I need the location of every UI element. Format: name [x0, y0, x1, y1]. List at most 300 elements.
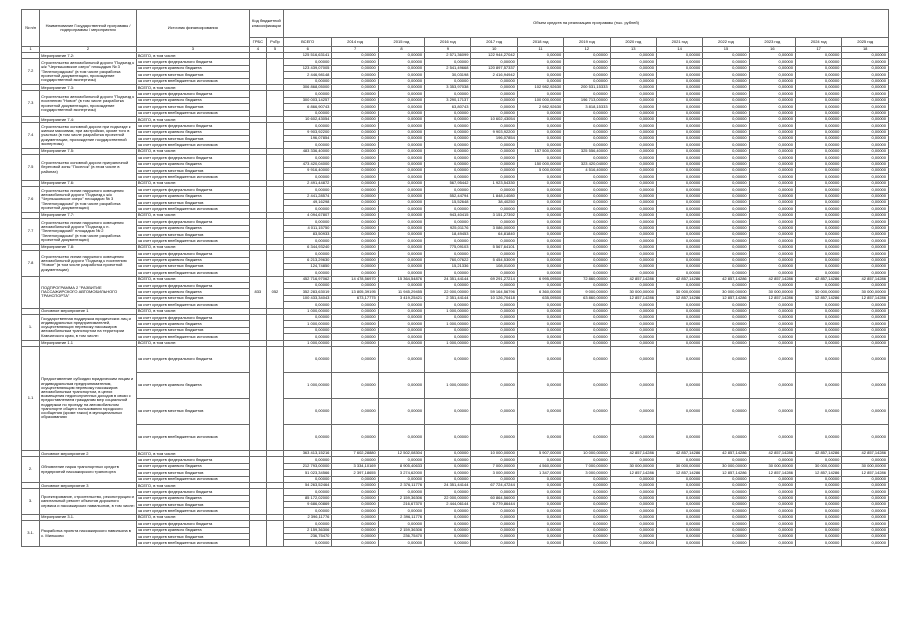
value-cell: 0,00000 [610, 540, 656, 546]
value-cell: 0,00000 [517, 59, 563, 65]
value-cell: 0,00000 [796, 263, 842, 269]
value-cell: 0,00000 [656, 302, 702, 308]
value-cell: 0,00000 [656, 334, 702, 340]
value-cell: 0,00000 [471, 174, 517, 180]
value-cell: 15,21336 [425, 263, 471, 269]
value-cell: 0,00000 [703, 482, 749, 488]
header-year: 2025 год [842, 38, 889, 47]
value-cell: 5 907,00000 [517, 450, 563, 456]
value-cell: 0,00000 [610, 489, 656, 495]
value-cell: 0,00000 [517, 534, 563, 540]
value-cell: 0,00000 [703, 53, 749, 59]
value-cell: 0,00000 [842, 302, 889, 308]
value-cell: 0,00000 [796, 527, 842, 533]
value-cell: 0,00000 [332, 302, 378, 308]
source-label: ВСЕГО, в том числе: [136, 53, 249, 59]
value-cell: 0,00000 [284, 334, 332, 340]
value-cell: 72 860,00000 [564, 276, 610, 282]
measure-name: Мероприятие 7.8: [40, 244, 137, 250]
value-cell: 0,00000 [564, 110, 610, 116]
value-cell: 0,00000 [842, 199, 889, 205]
value-cell: 42 857,14286 [796, 276, 842, 282]
value-cell: 0,00000 [378, 168, 424, 174]
value-cell: 0,00000 [656, 283, 702, 289]
value-cell: 0,00000 [842, 168, 889, 174]
value-cell: 0,00000 [656, 212, 702, 218]
value-cell: 0,00000 [610, 110, 656, 116]
source-label: за счет средств краевого бюджета [136, 289, 249, 295]
value-cell: 0,00000 [425, 476, 471, 482]
value-cell: 11 945,29455 [378, 289, 424, 295]
value-cell: 0,00000 [796, 251, 842, 257]
value-cell: 0,00000 [471, 476, 517, 482]
value-cell: 0,00000 [610, 65, 656, 71]
value-cell: 0,00000 [842, 251, 889, 257]
value-cell: 0,00000 [517, 527, 563, 533]
value-cell: 24 351,44144 [425, 482, 471, 488]
value-cell: 0,00000 [378, 283, 424, 289]
source-label: за счет средств федерального бюджета [136, 315, 249, 321]
value-cell: 0,00000 [425, 270, 471, 276]
value-cell: 12 857,14286 [703, 470, 749, 476]
value-cell: 0,00000 [471, 123, 517, 129]
value-cell: 4 011,15750 [284, 225, 332, 231]
value-cell: 0,00000 [471, 540, 517, 546]
source-label: ВСЕГО, в том числе: [136, 340, 249, 346]
value-cell: 0,00000 [517, 495, 563, 501]
header-year: 2019 год [564, 38, 610, 47]
rzpr-cell [266, 187, 283, 213]
value-cell: 0,00000 [378, 193, 424, 199]
rzpr-cell [266, 91, 283, 117]
column-number: 9 [425, 47, 471, 53]
value-cell: 2 376,11776 [378, 482, 424, 488]
value-cell: 0,00000 [284, 155, 332, 161]
value-cell: 0,00000 [796, 219, 842, 225]
value-cell: 0,00000 [425, 521, 471, 527]
value-cell: 0,00000 [749, 78, 795, 84]
column-number: 17 [796, 47, 842, 53]
value-cell: 0,00000 [378, 78, 424, 84]
value-cell: 0,00000 [656, 136, 702, 142]
value-cell: 6 779,86444 [471, 502, 517, 508]
value-cell: 0,00000 [284, 78, 332, 84]
value-cell: 0,00000 [517, 251, 563, 257]
value-cell: 0,00000 [378, 340, 424, 346]
measure-name: Разработка проекта пассажирского павильона в с. Мильково [40, 521, 137, 547]
value-cell: 0,00000 [796, 540, 842, 546]
value-cell: 0,00000 [842, 225, 889, 231]
value-cell: 0,00000 [378, 212, 424, 218]
value-cell: 0,00000 [703, 65, 749, 71]
value-cell: 0,00000 [842, 346, 889, 372]
value-cell: 0,00000 [749, 302, 795, 308]
value-cell: 0,00000 [284, 123, 332, 129]
value-cell: 0,00000 [656, 84, 702, 90]
measure-name: Мероприятие 7.2: [40, 53, 137, 59]
value-cell: 12 857,14286 [656, 295, 702, 301]
value-cell: 635,09500 [517, 295, 563, 301]
source-label: за счет средств местных бюджетов [136, 231, 249, 237]
rzpr-cell [266, 155, 283, 181]
value-cell: 0,00000 [517, 263, 563, 269]
value-cell: 59 164,56796 [471, 289, 517, 295]
measure-name: Строительство линии наружного освещения автомобильной дороги "Подъезд к п. "Зеленоградский" площадью № 2 "Зеленоградская" (в том числе разработка проектной документации) [40, 219, 137, 245]
value-cell: 0,00000 [564, 129, 610, 135]
value-cell: 0,00000 [564, 193, 610, 199]
value-cell: 0,00000 [796, 59, 842, 65]
value-cell: 0,00000 [842, 508, 889, 514]
value-cell: 6 344,93240 [284, 244, 332, 250]
value-cell: 0,00000 [703, 155, 749, 161]
value-cell: 0,00000 [425, 398, 471, 424]
value-cell: 0,00000 [471, 148, 517, 154]
value-cell: 15 364,54876 [378, 276, 424, 282]
value-cell: 0,00000 [796, 123, 842, 129]
value-cell: 0,00000 [564, 346, 610, 372]
value-cell: 0,00000 [284, 238, 332, 244]
value-cell: 0,00000 [564, 283, 610, 289]
value-cell: 2 541,49668 [425, 65, 471, 71]
value-cell: 0,00000 [517, 398, 563, 424]
value-cell: 0,00000 [703, 123, 749, 129]
value-cell: 0,00000 [284, 59, 332, 65]
value-cell: 0,00000 [842, 123, 889, 129]
value-cell: 0,00000 [517, 225, 563, 231]
value-cell: 0,00000 [517, 244, 563, 250]
value-cell: 0,00000 [610, 161, 656, 167]
value-cell: 0,00000 [425, 161, 471, 167]
value-cell: 0,00000 [656, 129, 702, 135]
value-cell: 0,00000 [749, 315, 795, 321]
measure-name: Мероприятие 7.6: [40, 180, 137, 186]
value-cell: 0,00000 [796, 225, 842, 231]
value-cell: 0,00000 [796, 257, 842, 263]
column-number: 12 [564, 47, 610, 53]
subprogram-name: ПОДПРОГРАММА 2 "РАЗВИТИЕ ПАССАЖИРСКОГО АВТОМОБИЛЬНОГО ТРАНСПОРТА" [40, 276, 137, 308]
value-cell: 0,00000 [749, 116, 795, 122]
value-cell: 3 000,00000 [564, 470, 610, 476]
value-cell: 12 857,14286 [842, 470, 889, 476]
value-cell: 0,00000 [284, 110, 332, 116]
value-cell: 100 433,34043 [284, 295, 332, 301]
value-cell: 0,00000 [332, 187, 378, 193]
value-cell: 0,00000 [703, 180, 749, 186]
value-cell: 0,00000 [842, 174, 889, 180]
value-cell: 0,00000 [332, 225, 378, 231]
rzpr-cell [266, 489, 283, 515]
source-label: за счет средств федерального бюджета [136, 346, 249, 372]
value-cell: 30 000,00000 [610, 463, 656, 469]
source-label: за счет средств федерального бюджета [136, 457, 249, 463]
value-cell: 0,00000 [332, 97, 378, 103]
value-cell: 0,00000 [842, 495, 889, 501]
value-cell: 0,00000 [378, 308, 424, 314]
column-number: 11 [517, 47, 563, 53]
row-index [22, 276, 40, 308]
value-cell: 0,00000 [703, 136, 749, 142]
value-cell: 0,00000 [749, 476, 795, 482]
value-cell: 124,74850 [284, 263, 332, 269]
value-cell: 0,00000 [656, 91, 702, 97]
value-cell: 120 897,57337 [471, 65, 517, 71]
value-cell: 0,00000 [796, 508, 842, 514]
value-cell: 0,00000 [517, 174, 563, 180]
value-cell: 0,00000 [656, 110, 702, 116]
value-cell: 0,00000 [749, 238, 795, 244]
value-cell: 0,00000 [796, 142, 842, 148]
value-cell: 4 516,40000 [564, 168, 610, 174]
value-cell: 0,00000 [796, 174, 842, 180]
value-cell: 0,00000 [749, 59, 795, 65]
value-cell: 0,00000 [842, 540, 889, 546]
value-cell: 2 441,28574 [284, 193, 332, 199]
value-cell: 0,00000 [564, 231, 610, 237]
value-cell: 30 000,00000 [842, 463, 889, 469]
value-cell: 0,00000 [656, 346, 702, 372]
value-cell: 0,00000 [564, 251, 610, 257]
source-label: за счет средств местных бюджетов [136, 398, 249, 424]
value-cell: 7 602,28880 [332, 450, 378, 456]
value-cell: 0,00000 [425, 238, 471, 244]
value-cell: 0,00000 [564, 534, 610, 540]
value-cell: 0,00000 [284, 476, 332, 482]
source-label: за счет средств внебюджетных источников [136, 476, 249, 482]
value-cell: 0,00000 [656, 231, 702, 237]
rzpr-cell [266, 457, 283, 483]
value-cell: 0,00000 [284, 270, 332, 276]
value-cell: 0,00000 [749, 104, 795, 110]
value-cell: 0,00000 [656, 187, 702, 193]
value-cell: 0,00000 [842, 424, 889, 450]
value-cell: 0,00000 [610, 508, 656, 514]
source-label: за счет средств внебюджетных источников [136, 142, 249, 148]
value-cell: 0,00000 [796, 244, 842, 250]
value-cell: 0,00000 [517, 129, 563, 135]
row-index: 1. [22, 315, 40, 341]
value-cell: 0,00000 [378, 321, 424, 327]
value-cell: 0,00000 [425, 470, 471, 476]
value-cell: 0,00000 [796, 521, 842, 527]
value-cell: 0,00000 [284, 142, 332, 148]
value-cell: 0,00000 [703, 514, 749, 520]
value-cell: 552,44794 [425, 193, 471, 199]
value-cell: 0,00000 [517, 123, 563, 129]
value-cell: 0,00000 [749, 334, 795, 340]
value-cell: 1 000,00000 [425, 308, 471, 314]
source-label: за счет средств краевого бюджета [136, 527, 249, 533]
value-cell: 0,00000 [610, 257, 656, 263]
value-cell: 0,00000 [842, 514, 889, 520]
value-cell: 0,00000 [703, 72, 749, 78]
value-cell: 0,00000 [703, 116, 749, 122]
value-cell: 0,00000 [425, 534, 471, 540]
value-cell: 10 000,00000 [564, 450, 610, 456]
value-cell: 567,95442 [425, 180, 471, 186]
value-cell: 0,00000 [471, 398, 517, 424]
value-cell: 0,00000 [610, 142, 656, 148]
header-year: 2022 год [703, 38, 749, 47]
value-cell: 0,00000 [610, 129, 656, 135]
value-cell: 0,00000 [378, 302, 424, 308]
value-cell: 0,00000 [471, 104, 517, 110]
value-cell: 0,00000 [378, 199, 424, 205]
value-cell: 0,00000 [564, 482, 610, 488]
value-cell: 0,00000 [378, 251, 424, 257]
value-cell: 0,00000 [842, 340, 889, 346]
measure-name: Строительство основной дороги приграничной береговой зоны "Поселок" (в этом числе в районах) [40, 155, 137, 181]
value-cell: 0,00000 [610, 187, 656, 193]
value-cell: 0,00000 [656, 398, 702, 424]
value-cell: 0,00000 [796, 502, 842, 508]
value-cell: 0,00000 [564, 321, 610, 327]
value-cell: 0,00000 [332, 476, 378, 482]
column-number: 13 [610, 47, 656, 53]
value-cell: 0,00000 [284, 219, 332, 225]
value-cell: 2 571,36099 [425, 53, 471, 59]
value-cell: 24 351,44144 [425, 276, 471, 282]
value-cell: 0,00000 [332, 283, 378, 289]
value-cell: 0,00000 [332, 270, 378, 276]
value-cell: 0,00000 [564, 91, 610, 97]
value-cell: 0,00000 [703, 84, 749, 90]
value-cell: 0,00000 [703, 334, 749, 340]
value-cell: 0,00000 [332, 84, 378, 90]
value-cell: 0,00000 [332, 521, 378, 527]
value-cell: 0,00000 [656, 340, 702, 346]
value-cell: 0,00000 [332, 53, 378, 59]
value-cell: 0,00000 [378, 244, 424, 250]
value-cell: 0,00000 [284, 424, 332, 450]
value-cell: 3 818,15333 [564, 104, 610, 110]
value-cell: 0,00000 [517, 219, 563, 225]
value-cell: 0,00000 [425, 91, 471, 97]
value-cell: 0,00000 [749, 91, 795, 97]
value-cell: 0,00000 [656, 116, 702, 122]
value-cell: 9 916,40000 [284, 168, 332, 174]
value-cell: 943,40415 [425, 212, 471, 218]
value-cell: 0,00000 [796, 155, 842, 161]
value-cell: 0,00000 [610, 424, 656, 450]
value-cell: 0,00000 [378, 110, 424, 116]
value-cell: 0,00000 [284, 315, 332, 321]
value-cell: 1 000,00000 [284, 340, 332, 346]
value-cell: 60 864,56000 [471, 495, 517, 501]
value-cell: 6 995,09500 [517, 276, 563, 282]
value-cell: 42 857,14286 [610, 276, 656, 282]
value-cell: 0,00000 [378, 424, 424, 450]
value-cell: 0,00000 [471, 508, 517, 514]
value-cell: 0,00000 [332, 129, 378, 135]
value-cell: 0,00000 [378, 540, 424, 546]
value-cell: 0,00000 [703, 59, 749, 65]
value-cell: 0,00000 [703, 372, 749, 398]
value-cell: 5 000,00000 [517, 168, 563, 174]
value-cell: 0,00000 [332, 206, 378, 212]
value-cell: 236,75470 [284, 534, 332, 540]
header-grbs: ГРБС [249, 38, 266, 47]
value-cell: 0,00000 [284, 206, 332, 212]
value-cell: 0,00000 [471, 334, 517, 340]
value-cell: 0,00000 [564, 495, 610, 501]
value-cell: 10 602,43054 [284, 116, 332, 122]
value-cell: 196,07854 [284, 136, 332, 142]
value-cell: 0,00000 [842, 116, 889, 122]
value-cell: 0,00000 [842, 372, 889, 398]
value-cell: 7 000,00000 [564, 463, 610, 469]
value-cell: 0,00000 [749, 65, 795, 71]
value-cell: 0,00000 [610, 251, 656, 257]
value-cell: 0,00000 [842, 78, 889, 84]
value-cell: 0,00000 [796, 91, 842, 97]
value-cell: 0,00000 [749, 136, 795, 142]
value-cell: 0,00000 [564, 65, 610, 71]
value-cell: 0,00000 [471, 457, 517, 463]
measure-name: Основное мероприятие 1 [40, 308, 137, 314]
value-cell: 0,00000 [749, 53, 795, 59]
value-cell: 8 905,40633 [378, 463, 424, 469]
value-cell: 0,00000 [517, 199, 563, 205]
value-cell: 0,00000 [703, 424, 749, 450]
value-cell: 0,00000 [842, 315, 889, 321]
value-cell: 0,00000 [378, 136, 424, 142]
value-cell: 0,00000 [796, 78, 842, 84]
value-cell: 0,00000 [749, 502, 795, 508]
value-cell: 0,00000 [564, 257, 610, 263]
value-cell: 0,00000 [517, 238, 563, 244]
value-cell: 0,00000 [332, 142, 378, 148]
value-cell: 0,00000 [564, 187, 610, 193]
value-cell: 0,00000 [471, 168, 517, 174]
value-cell: 0,00000 [425, 283, 471, 289]
value-cell: 2 159,36306 [378, 527, 424, 533]
value-cell: 0,00000 [842, 212, 889, 218]
value-cell: 0,00000 [284, 540, 332, 546]
value-cell: 6 866,90743 [284, 104, 332, 110]
value-cell: 0,00000 [425, 508, 471, 514]
measure-name: Предоставление субсидии юридическим лицам и индивидуальным предпринимателям, осуществляющим перевозку пассажиров автомобильным транспортом, в целях возмещения недополученных доходов в связи с предоставлением гражданам мер социальной поддержки по проезду на автомобильном транспорте общего пользования городского сообщения (кроме такси) в муниципальных образованиях [40, 346, 137, 450]
row-index: 7.4 [22, 123, 40, 149]
value-cell: 0,00000 [564, 302, 610, 308]
table-row [22, 398, 889, 424]
value-cell: 0,00000 [796, 231, 842, 237]
header-year: 2021 год [656, 38, 702, 47]
value-cell: 0,00000 [703, 212, 749, 218]
source-label: ВСЕГО, в том числе: [136, 84, 249, 90]
grbs-cell [249, 219, 266, 245]
value-cell: 0,00000 [796, 53, 842, 59]
value-cell: 0,00000 [564, 53, 610, 59]
column-number: 15 [703, 47, 749, 53]
value-cell: 0,00000 [471, 59, 517, 65]
value-cell: 0,00000 [564, 398, 610, 424]
source-label: за счет средств внебюджетных источников [136, 424, 249, 450]
value-cell: 0,00000 [610, 78, 656, 84]
value-cell: 0,00000 [564, 59, 610, 65]
value-cell: 0,00000 [564, 225, 610, 231]
value-cell: 0,00000 [378, 148, 424, 154]
source-label: за счет средств внебюджетных источников [136, 174, 249, 180]
value-cell: 9 000,00000 [564, 289, 610, 295]
value-cell: 0,00000 [610, 174, 656, 180]
column-number: 2 [40, 47, 137, 53]
value-cell: 0,00000 [610, 302, 656, 308]
value-cell: 0,00000 [564, 340, 610, 346]
header-year: 2020 год [610, 38, 656, 47]
value-cell: 323 420,04000 [564, 161, 610, 167]
value-cell: 0,00000 [332, 155, 378, 161]
value-cell: 13 805,39195 [332, 289, 378, 295]
